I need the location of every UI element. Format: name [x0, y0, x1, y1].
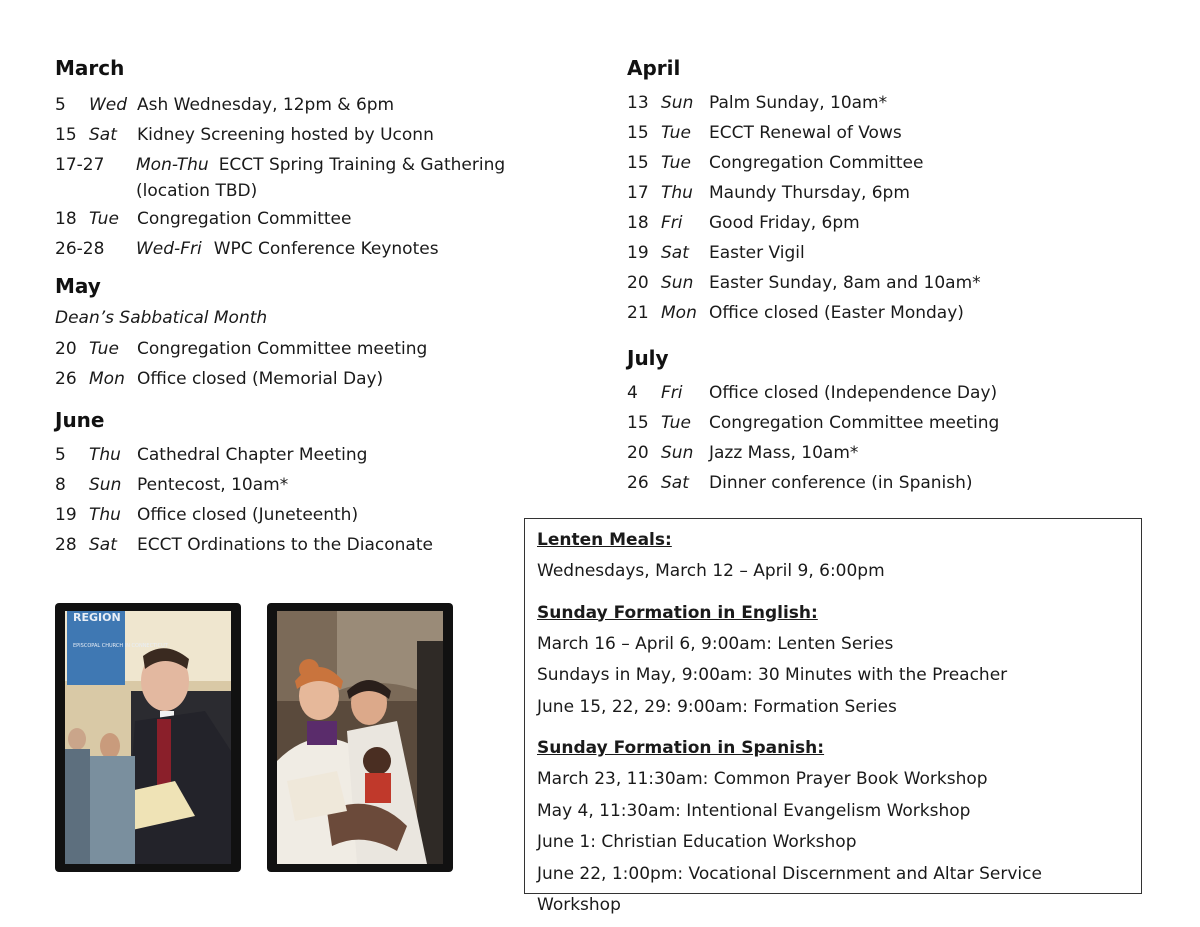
- event-row: 21 Mon Office closed (Easter Monday): [627, 303, 964, 323]
- may-note: Dean’s Sabbatical Month: [55, 308, 268, 328]
- june-heading: June: [55, 408, 105, 432]
- event-row: 19 Sat Easter Vigil: [627, 243, 805, 263]
- march-heading: March: [55, 56, 125, 80]
- info-line: May 4, 11:30am: Intentional Evangelism Workshop: [537, 800, 971, 821]
- event-row: 15 Tue Congregation Committee meeting: [627, 413, 1000, 433]
- photo-baptism: [267, 603, 453, 872]
- event-row: 28 Sat ECCT Ordinations to the Diaconate: [55, 535, 433, 555]
- event-row: 18 Tue Congregation Committee: [55, 209, 352, 229]
- right-column: [627, 52, 1147, 498]
- svg-text:EPISCOPAL CHURCH IN CONNECTICU: EPISCOPAL CHURCH IN CONNECTICUT: [73, 643, 168, 649]
- svg-text:REGION: REGION: [73, 611, 121, 624]
- event-row: 15 Sat Kidney Screening hosted by Uconn: [55, 125, 434, 145]
- event-row: 5 Thu Cathedral Chapter Meeting: [55, 445, 368, 465]
- event-row: 20 Sun Easter Sunday, 8am and 10am*: [627, 273, 981, 293]
- event-row: 18 Fri Good Friday, 6pm: [627, 213, 860, 233]
- info-line: March 23, 11:30am: Common Prayer Book Workshop: [537, 769, 988, 789]
- photo-strip: [55, 603, 455, 873]
- info-line: Sundays in May, 9:00am: 30 Minutes with the Preacher: [537, 665, 1008, 685]
- lenten-meals-line: Wednesdays, March 12 – April 9, 6:00pm: [537, 561, 885, 581]
- may-heading: May: [55, 274, 101, 298]
- info-line: June 15, 22, 29: 9:00am: Formation Series: [537, 696, 897, 717]
- event-row: 13 Sun Palm Sunday, 10am*: [627, 93, 888, 113]
- info-line: June 22, 1:00pm: Vocational Discernment and Altar Service Workshop: [537, 863, 1042, 915]
- event-row: 4 Fri Office closed (Independence Day): [627, 383, 998, 403]
- info-line: March 16 – April 6, 9:00am: Lenten Series: [537, 633, 894, 654]
- left-column: [55, 52, 525, 560]
- event-row: 26 Mon Office closed (Memorial Day): [55, 369, 384, 389]
- event-row: 15 Tue Congregation Committee: [627, 153, 924, 173]
- lenten-meals-heading: Lenten Meals:: [537, 530, 672, 550]
- event-row: 17 Thu Maundy Thursday, 6pm: [627, 183, 910, 203]
- april-heading: April: [627, 56, 681, 80]
- event-row: 19 Thu Office closed (Juneteenth): [55, 505, 359, 525]
- formation-info-box: [524, 518, 1142, 915]
- event-row: 20 Sun Jazz Mass, 10am*: [627, 443, 859, 463]
- event-row: 5 Wed Ash Wednesday, 12pm & 6pm: [55, 95, 395, 115]
- info-line: June 1: Christian Education Workshop: [537, 832, 857, 852]
- photo-clergy-singing: [55, 603, 241, 872]
- event-row: 26-28 Wed-Fri WPC Conference Keynotes: [55, 239, 439, 259]
- english-formation-heading: Sunday Formation in English:: [537, 602, 818, 623]
- spanish-formation-heading: Sunday Formation in Spanish:: [537, 738, 825, 758]
- event-row: 8 Sun Pentecost, 10am*: [55, 475, 289, 495]
- event-row: 15 Tue ECCT Renewal of Vows: [627, 123, 902, 143]
- july-heading: July: [627, 346, 669, 370]
- event-row: 20 Tue Congregation Committee meeting: [55, 339, 428, 359]
- event-row: 26 Sat Dinner conference (in Spanish): [627, 473, 973, 493]
- event-row: 17-27 Mon-Thu ECCT Spring Training & Gathering (location TBD): [55, 155, 506, 201]
